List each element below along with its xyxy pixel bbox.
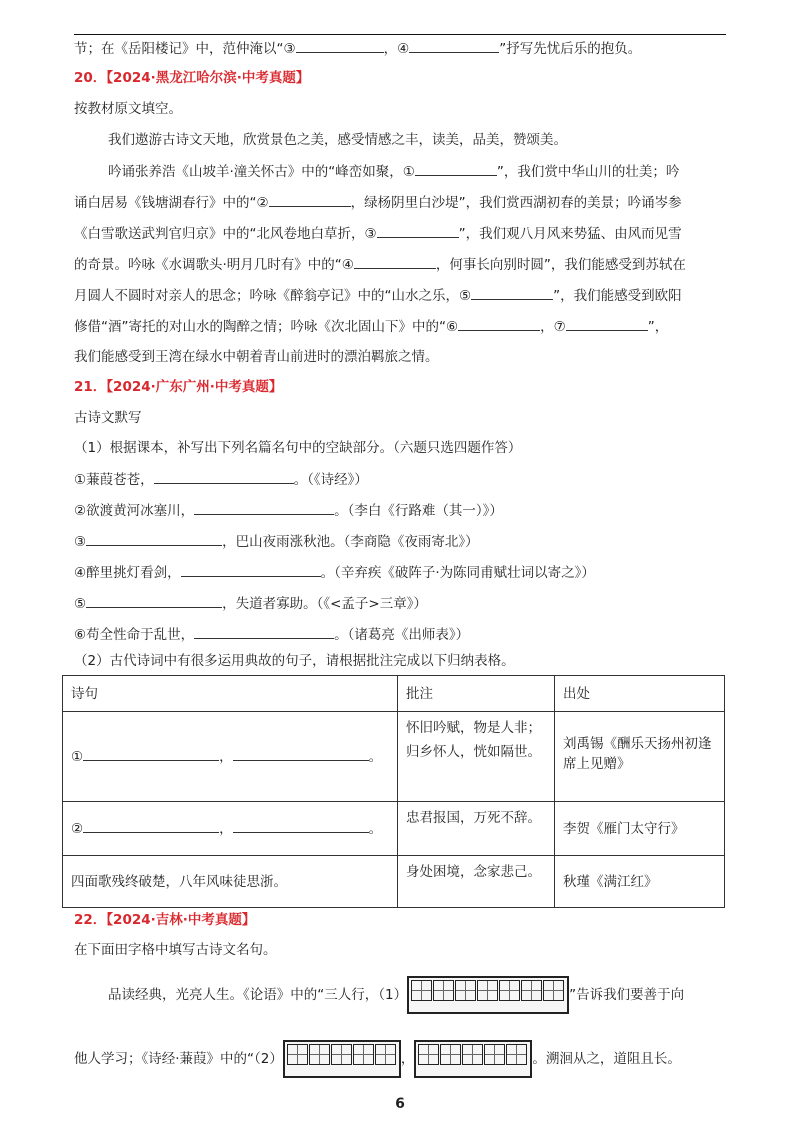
blank[interactable] xyxy=(377,223,459,238)
table-cell: 忠君报国，万死不辞。 xyxy=(398,802,555,856)
table-cell: ① ， 。 xyxy=(63,712,398,802)
q21-item-4: ④醉里挑灯看剑， 。（辛弃疾《破阵子·为陈同甫赋壮词以寄之》） xyxy=(74,562,595,583)
blank[interactable] xyxy=(86,593,222,608)
blank[interactable] xyxy=(458,316,540,331)
tianzige-grid[interactable] xyxy=(283,1040,401,1078)
q20-intro: 我们遨游古诗文天地，欣赏景色之美，感受情感之丰，读美，品美，赞颂美。 xyxy=(108,132,567,148)
table-cell: 四面歌残终破楚，八年风味徒思浙。 xyxy=(63,856,398,908)
q21-item-6: ⑥苟全性命于乱世， 。（诸葛亮《出师表》） xyxy=(74,624,469,645)
blank[interactable] xyxy=(409,38,499,53)
tianzige-grid[interactable] xyxy=(414,1040,532,1078)
table-cell: ② ， 。 xyxy=(63,802,398,856)
q20-instruction: 按教材原文填空。 xyxy=(74,101,182,117)
q19-tail-line: 节；在《岳阳楼记》中，范仲淹以“③ ，④ ”抒写先忧后乐的抱负。 xyxy=(74,38,641,59)
q20-header: 20．【2024·黑龙江哈尔滨·中考真题】 xyxy=(74,70,310,86)
q20-line-3: 《白雪歌送武判官归京》中的“北风卷地白草折，③ ”，我们观八月风来势猛、由风而见雪 xyxy=(74,223,682,244)
header-rule xyxy=(74,34,726,35)
q21-item-5: ⑤ ，失道者寡助。（《<孟子>三章》） xyxy=(74,593,427,614)
table-row xyxy=(63,802,725,856)
table-header: 诗句 xyxy=(63,676,398,712)
table-cell: 怀旧吟赋，物是人非； 归乡怀人，恍如隔世。 xyxy=(398,712,555,802)
q20-line-7: 我们能感受到王湾在绿水中朝着青山前进时的漂泊羁旅之情。 xyxy=(74,349,439,365)
blank[interactable] xyxy=(233,818,369,833)
q21-part1: （1）根据课本，补写出下列名篇名句中的空缺部分。（六题只选四题作答） xyxy=(74,440,522,456)
table-row xyxy=(63,856,725,908)
table-cell: 李贺《雁门太守行》 xyxy=(555,802,725,856)
q20-line-2: 诵白居易《钱塘湖春行》中的“② ，绿杨阴里白沙堤”，我们赏西湖初春的美景；吟诵岑参 xyxy=(74,192,682,213)
q21-item-2: ②欲渡黄河冰塞川， 。（李白《行路难（其一）》） xyxy=(74,500,503,521)
q21-item-3: ③ ，巴山夜雨涨秋池。（李商隐《夜雨寄北》） xyxy=(74,531,479,552)
q21-part2: （2）古代诗词中有很多运用典故的句子，请根据批注完成以下归纳表格。 xyxy=(74,653,515,669)
blank[interactable] xyxy=(566,316,648,331)
table-cell: 刘禹锡《酬乐天扬州初逢席上见赠》 xyxy=(555,712,725,802)
blank[interactable] xyxy=(233,746,369,761)
page-number: 6 xyxy=(395,1096,405,1112)
blank[interactable] xyxy=(415,161,497,176)
q20-line-6: 修借“酒”寄托的对山水的陶醉之情；吟咏《次北固山下》中的“⑥ ，⑦ ”， xyxy=(74,316,668,337)
allusion-table xyxy=(62,675,725,908)
tianzige-grid[interactable] xyxy=(407,976,569,1014)
blank[interactable] xyxy=(194,500,334,515)
q20-line-4: 的奇景。吟咏《水调歌头·明月几时有》中的“④ ，何事长向别时圆”，我们能感受到苏轼在 xyxy=(74,254,686,275)
q21-header: 21．【2024·广东广州·中考真题】 xyxy=(74,379,283,395)
q22-instruction: 在下面田字格中填写古诗文名句。 xyxy=(74,942,277,958)
q21-title: 古诗文默写 xyxy=(74,410,142,426)
q20-line-5: 月圆人不圆时对亲人的思念；吟咏《醉翁亭记》中的“山水之乐，⑤ ”，我们能感受到欧阳 xyxy=(74,285,682,306)
blank[interactable] xyxy=(83,746,219,761)
q22-header: 22．【2024·吉林·中考真题】 xyxy=(74,912,256,928)
q21-item-1: ①蒹葭苍苍， 。（《诗经》） xyxy=(74,469,368,490)
q20-line-1: 吟诵张养浩《山坡羊·潼关怀古》中的“峰峦如聚，① ”，我们赏中华山川的壮美；吟 xyxy=(108,161,679,182)
table-header: 出处 xyxy=(555,676,725,712)
blank[interactable] xyxy=(154,469,294,484)
blank[interactable] xyxy=(194,624,334,639)
blank[interactable] xyxy=(354,254,436,269)
table-cell: 秋瑾《满江红》 xyxy=(555,856,725,908)
blank[interactable] xyxy=(86,531,222,546)
blank[interactable] xyxy=(471,285,553,300)
blank[interactable] xyxy=(181,562,321,577)
table-cell: 身处困境，念家悲己。 xyxy=(398,856,555,908)
q22-line-1: 品读经典，光亮人生。《论语》中的“三人行，（1） ”告诉我们要善于向 xyxy=(108,976,684,1014)
blank[interactable] xyxy=(83,818,219,833)
table-header-row xyxy=(63,676,725,712)
table-header: 批注 xyxy=(398,676,555,712)
q22-line-2: 他人学习；《诗经·蒹葭》中的“（2） ， 。溯洄从之，道阻且长。 xyxy=(74,1040,681,1078)
blank[interactable] xyxy=(269,192,351,207)
blank[interactable] xyxy=(296,38,384,53)
table-row xyxy=(63,712,725,802)
